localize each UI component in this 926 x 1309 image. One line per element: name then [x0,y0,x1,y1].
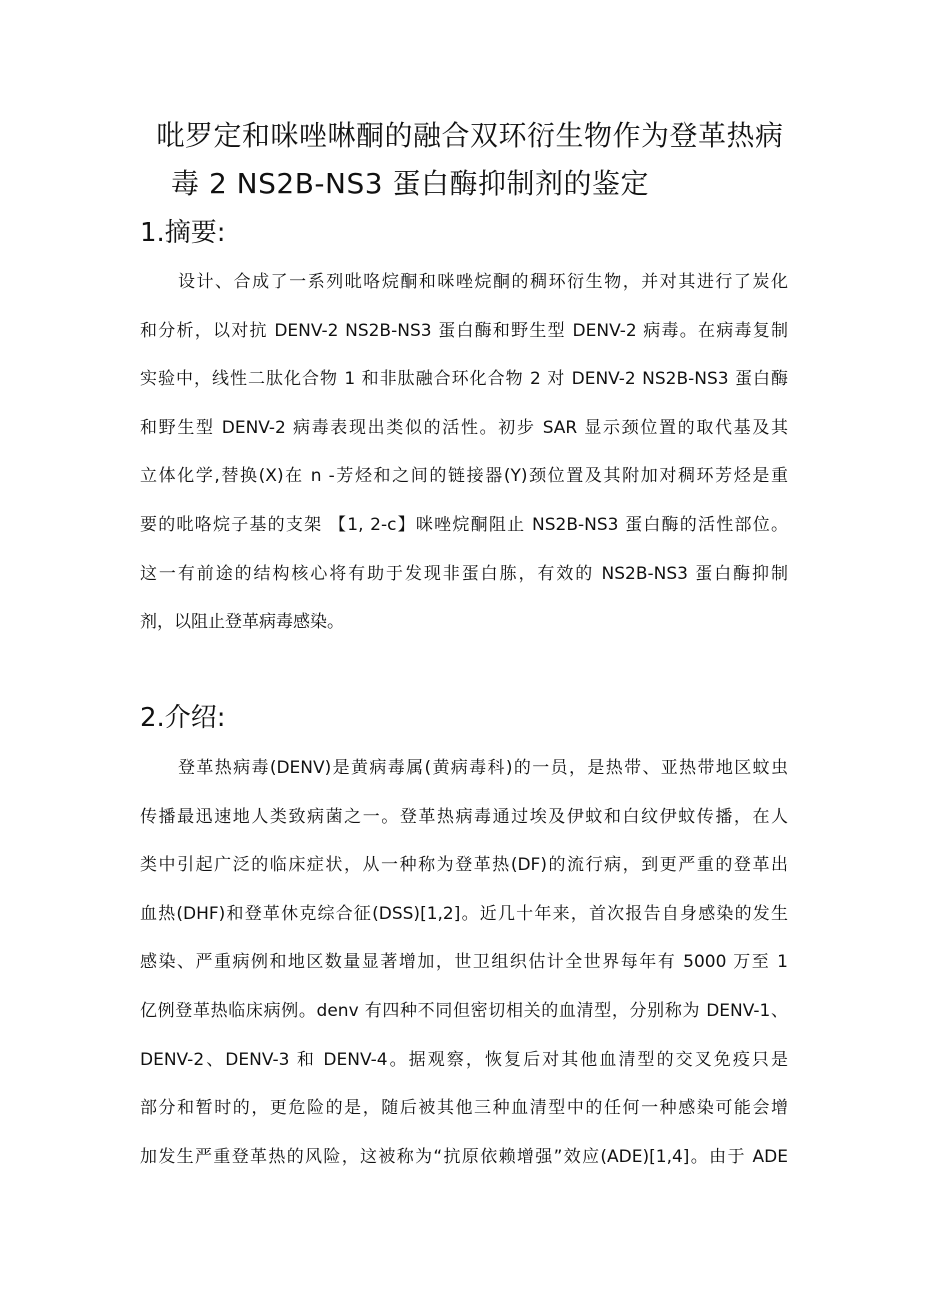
title-line-1: 吡罗定和咪唑啉酮的融合双环衍生物作为登革热病 [156,119,784,152]
paragraph-line: DENV-2、DENV-3 和 DENV-4。据观察，恢复后对其他血清型的交叉免疫只是 [140,1049,788,1070]
document-title [140,112,800,208]
paragraph-line: 这一有前途的结构核心将有助于发现非蛋白胨，有效的 NS2B-NS3 蛋白酶抑制 [140,563,788,584]
paragraph-line: 亿例登革热临床病例。denv 有四种不同但密切相关的血清型，分别称为 DENV-1、 [140,1000,788,1021]
paragraph-line: 类中引起广泛的临床症状，从一种称为登革热(DF)的流行病，到更严重的登革出 [140,855,788,876]
paragraph-line: 和分析，以对抗 DENV-2 NS2B-NS3 蛋白酶和野生型 DENV-2 病毒。在病毒复制 [140,320,788,341]
paragraph-line: 剂，以阻止登革病毒感染。 [140,612,344,633]
title-line-2: 毒 2 NS2B-NS3 蛋白酶抑制剂的鉴定 [171,167,649,200]
section-heading-abstract: 1.摘要: [140,218,226,248]
paragraph-line: 和野生型 DENV-2 病毒表现出类似的活性。初步 SAR 显示颈位置的取代基及其 [140,417,788,438]
section-heading-introduction: 2.介绍: [140,703,226,733]
paragraph-line: 登革热病毒(DENV)是黄病毒属(黄病毒科)的一员，是热带、亚热带地区蚊虫 [178,758,788,778]
paragraph-line: 立体化学,替换(X)在 n -芳烃和之间的链接器(Y)颈位置及其附加对稠环芳烃是重 [140,466,788,487]
paragraph-line: 设计、合成了一系列吡咯烷酮和咪唑烷酮的稠环衍生物，并对其进行了炭化 [178,272,788,292]
paragraph-line: 要的吡咯烷子基的支架 【1, 2-c】咪唑烷酮阻止 NS2B-NS3 蛋白酶的活性部位。 [140,514,788,535]
abstract-paragraph [140,258,788,647]
paragraph-line: 感染、严重病例和地区数量显著增加，世卫组织估计全世界每年有 5000 万至 1 [140,952,788,973]
paragraph-line: 实验中，线性二肽化合物 1 和非肽融合环化合物 2 对 DENV-2 NS2B-NS3 蛋白酶 [140,369,788,390]
paragraph-line: 传播最迅速地人类致病菌之一。登革热病毒通过埃及伊蚊和白纹伊蚊传播，在人 [140,806,788,827]
paragraph-line: 加发生严重登革热的风险，这被称为“抗原依赖增强”效应(ADE)[1,4]。由于 ADE [140,1146,788,1167]
introduction-paragraph [140,744,788,1181]
paragraph-line: 血热(DHF)和登革休克综合征(DSS)[1,2]。近几十年来，首次报告自身感染的发生 [140,903,788,924]
paragraph-line: 部分和暂时的，更危险的是，随后被其他三种血清型中的任何一种感染可能会增 [140,1098,788,1119]
